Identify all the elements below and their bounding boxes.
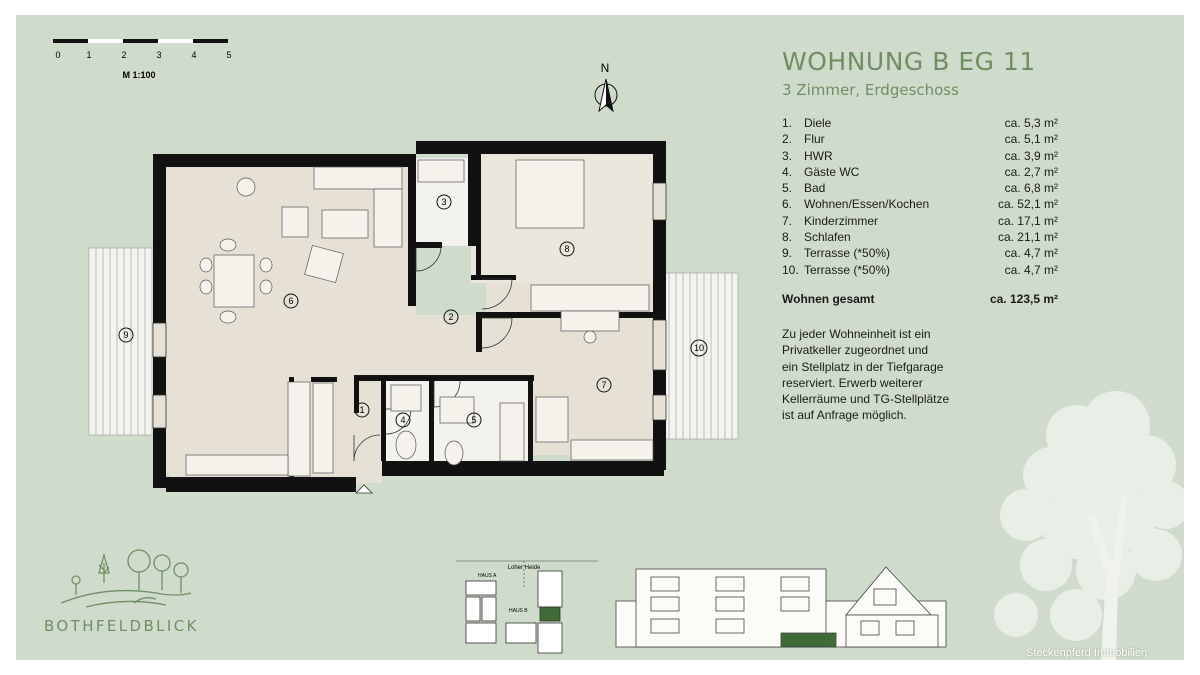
room-number: 6. (782, 197, 793, 212)
room-number: 8. (782, 230, 793, 245)
note-line: Kellerräume und TG-Stellplätze (782, 392, 950, 407)
floorplan-sheet (16, 15, 1184, 660)
scale-tick-5: 5 (226, 50, 232, 60)
room-marker-1: 1 (359, 405, 365, 415)
room-row (782, 196, 1058, 212)
room-marker-10: 10 (693, 343, 705, 353)
room-marker-5: 5 (471, 415, 477, 425)
total-label: Wohnen gesamt (782, 292, 875, 306)
site-plan (456, 561, 598, 653)
tree-illustration (994, 391, 1184, 660)
room-marker-7: 7 (601, 380, 607, 390)
room-area: ca. 5,1 m² (1004, 132, 1058, 147)
scale-tick-4: 4 (191, 50, 197, 60)
room-area: ca. 4,7 m² (1004, 262, 1058, 277)
room-row (782, 131, 1058, 147)
room-row (782, 213, 1058, 229)
note-line: reserviert. Erwerb weiterer (782, 375, 923, 390)
tree-logo-icon (61, 550, 191, 607)
room-row (782, 229, 1058, 245)
note-line: Zu jeder Wohneinheit ist ein (782, 327, 931, 341)
scale-bar (53, 39, 232, 80)
room-area: ca. 4,7 m² (1004, 246, 1058, 261)
room-row (782, 164, 1058, 180)
building-elevation (616, 567, 946, 647)
note-line: ist auf Anfrage möglich. (782, 408, 907, 423)
room-area: ca. 5,3 m² (1004, 116, 1058, 130)
room-area: ca. 17,1 m² (997, 213, 1058, 228)
room-number: 4. (782, 164, 793, 179)
apartment-title: WOHNUNG B EG 11 (782, 47, 1036, 76)
total-area: ca. 123,5 m² (989, 292, 1058, 306)
compass-icon (595, 61, 617, 111)
room-marker-2: 2 (448, 312, 454, 322)
room-name: Bad (804, 181, 826, 196)
room-row (782, 262, 1058, 278)
compass-label: N (600, 61, 610, 75)
note-line: ein Stellplatz in der Tiefgarage (782, 359, 944, 374)
room-area: ca. 6,8 m² (1004, 181, 1058, 196)
room-name: Flur (804, 132, 825, 147)
scale-tick-0: 0 (55, 50, 61, 60)
room-name: Gäste WC (804, 164, 860, 179)
room-area: ca. 3,9 m² (1004, 148, 1058, 163)
room-row (782, 148, 1058, 164)
room-area: ca. 52,1 m² (997, 197, 1058, 212)
room-list (782, 115, 1058, 278)
site-plan-unit-highlight (540, 607, 560, 621)
total-area-row (782, 292, 1058, 306)
room-marker-8: 8 (564, 244, 570, 254)
room-number: 1. (782, 116, 793, 130)
apartment-subtitle: 3 Zimmer, Erdgeschoss (782, 81, 959, 99)
room-row (782, 180, 1058, 196)
room-name: Kinderzimmer (804, 213, 879, 228)
note-line: Privatkeller zugeordnet und (782, 343, 929, 358)
site-plan-street: Loher Heide (507, 565, 541, 571)
site-plan-house-b: HAUS B (509, 608, 528, 614)
info-note (782, 326, 982, 424)
room-number: 3. (782, 148, 793, 163)
room-number: 5. (782, 181, 793, 196)
scale-tick-2: 2 (121, 50, 127, 60)
floorplan-graphics (16, 15, 1184, 660)
room-marker-6: 6 (288, 296, 294, 306)
room-name: Terrasse (*50%) (804, 262, 891, 277)
room-area: ca. 21,1 m² (997, 230, 1058, 245)
room-name: Terrasse (*50%) (804, 246, 891, 261)
credit-watermark: Steckenpferd Immobilien (1026, 647, 1148, 659)
brand-name: BOTHFELDBLICK (44, 617, 199, 635)
room-marker-4: 4 (400, 415, 406, 425)
room-name: Schlafen (804, 230, 851, 245)
room-area: ca. 2,7 m² (1004, 164, 1058, 179)
room-name: HWR (804, 148, 833, 163)
room-row (782, 115, 1058, 131)
site-plan-house-a: HAUS A (478, 573, 497, 579)
room-marker-9: 9 (123, 330, 129, 340)
room-name: Diele (804, 116, 832, 130)
room-number: 10. (782, 262, 799, 277)
room-marker-3: 3 (441, 197, 447, 207)
room-number: 7. (782, 213, 793, 228)
room-name: Wohnen/Essen/Kochen (804, 197, 930, 212)
room-number: 9. (782, 246, 793, 261)
scale-tick-1: 1 (86, 50, 92, 60)
room-number: 2. (782, 132, 793, 147)
room-row (782, 245, 1058, 261)
scale-label: M 1:100 (122, 70, 156, 80)
scale-tick-3: 3 (156, 50, 162, 60)
